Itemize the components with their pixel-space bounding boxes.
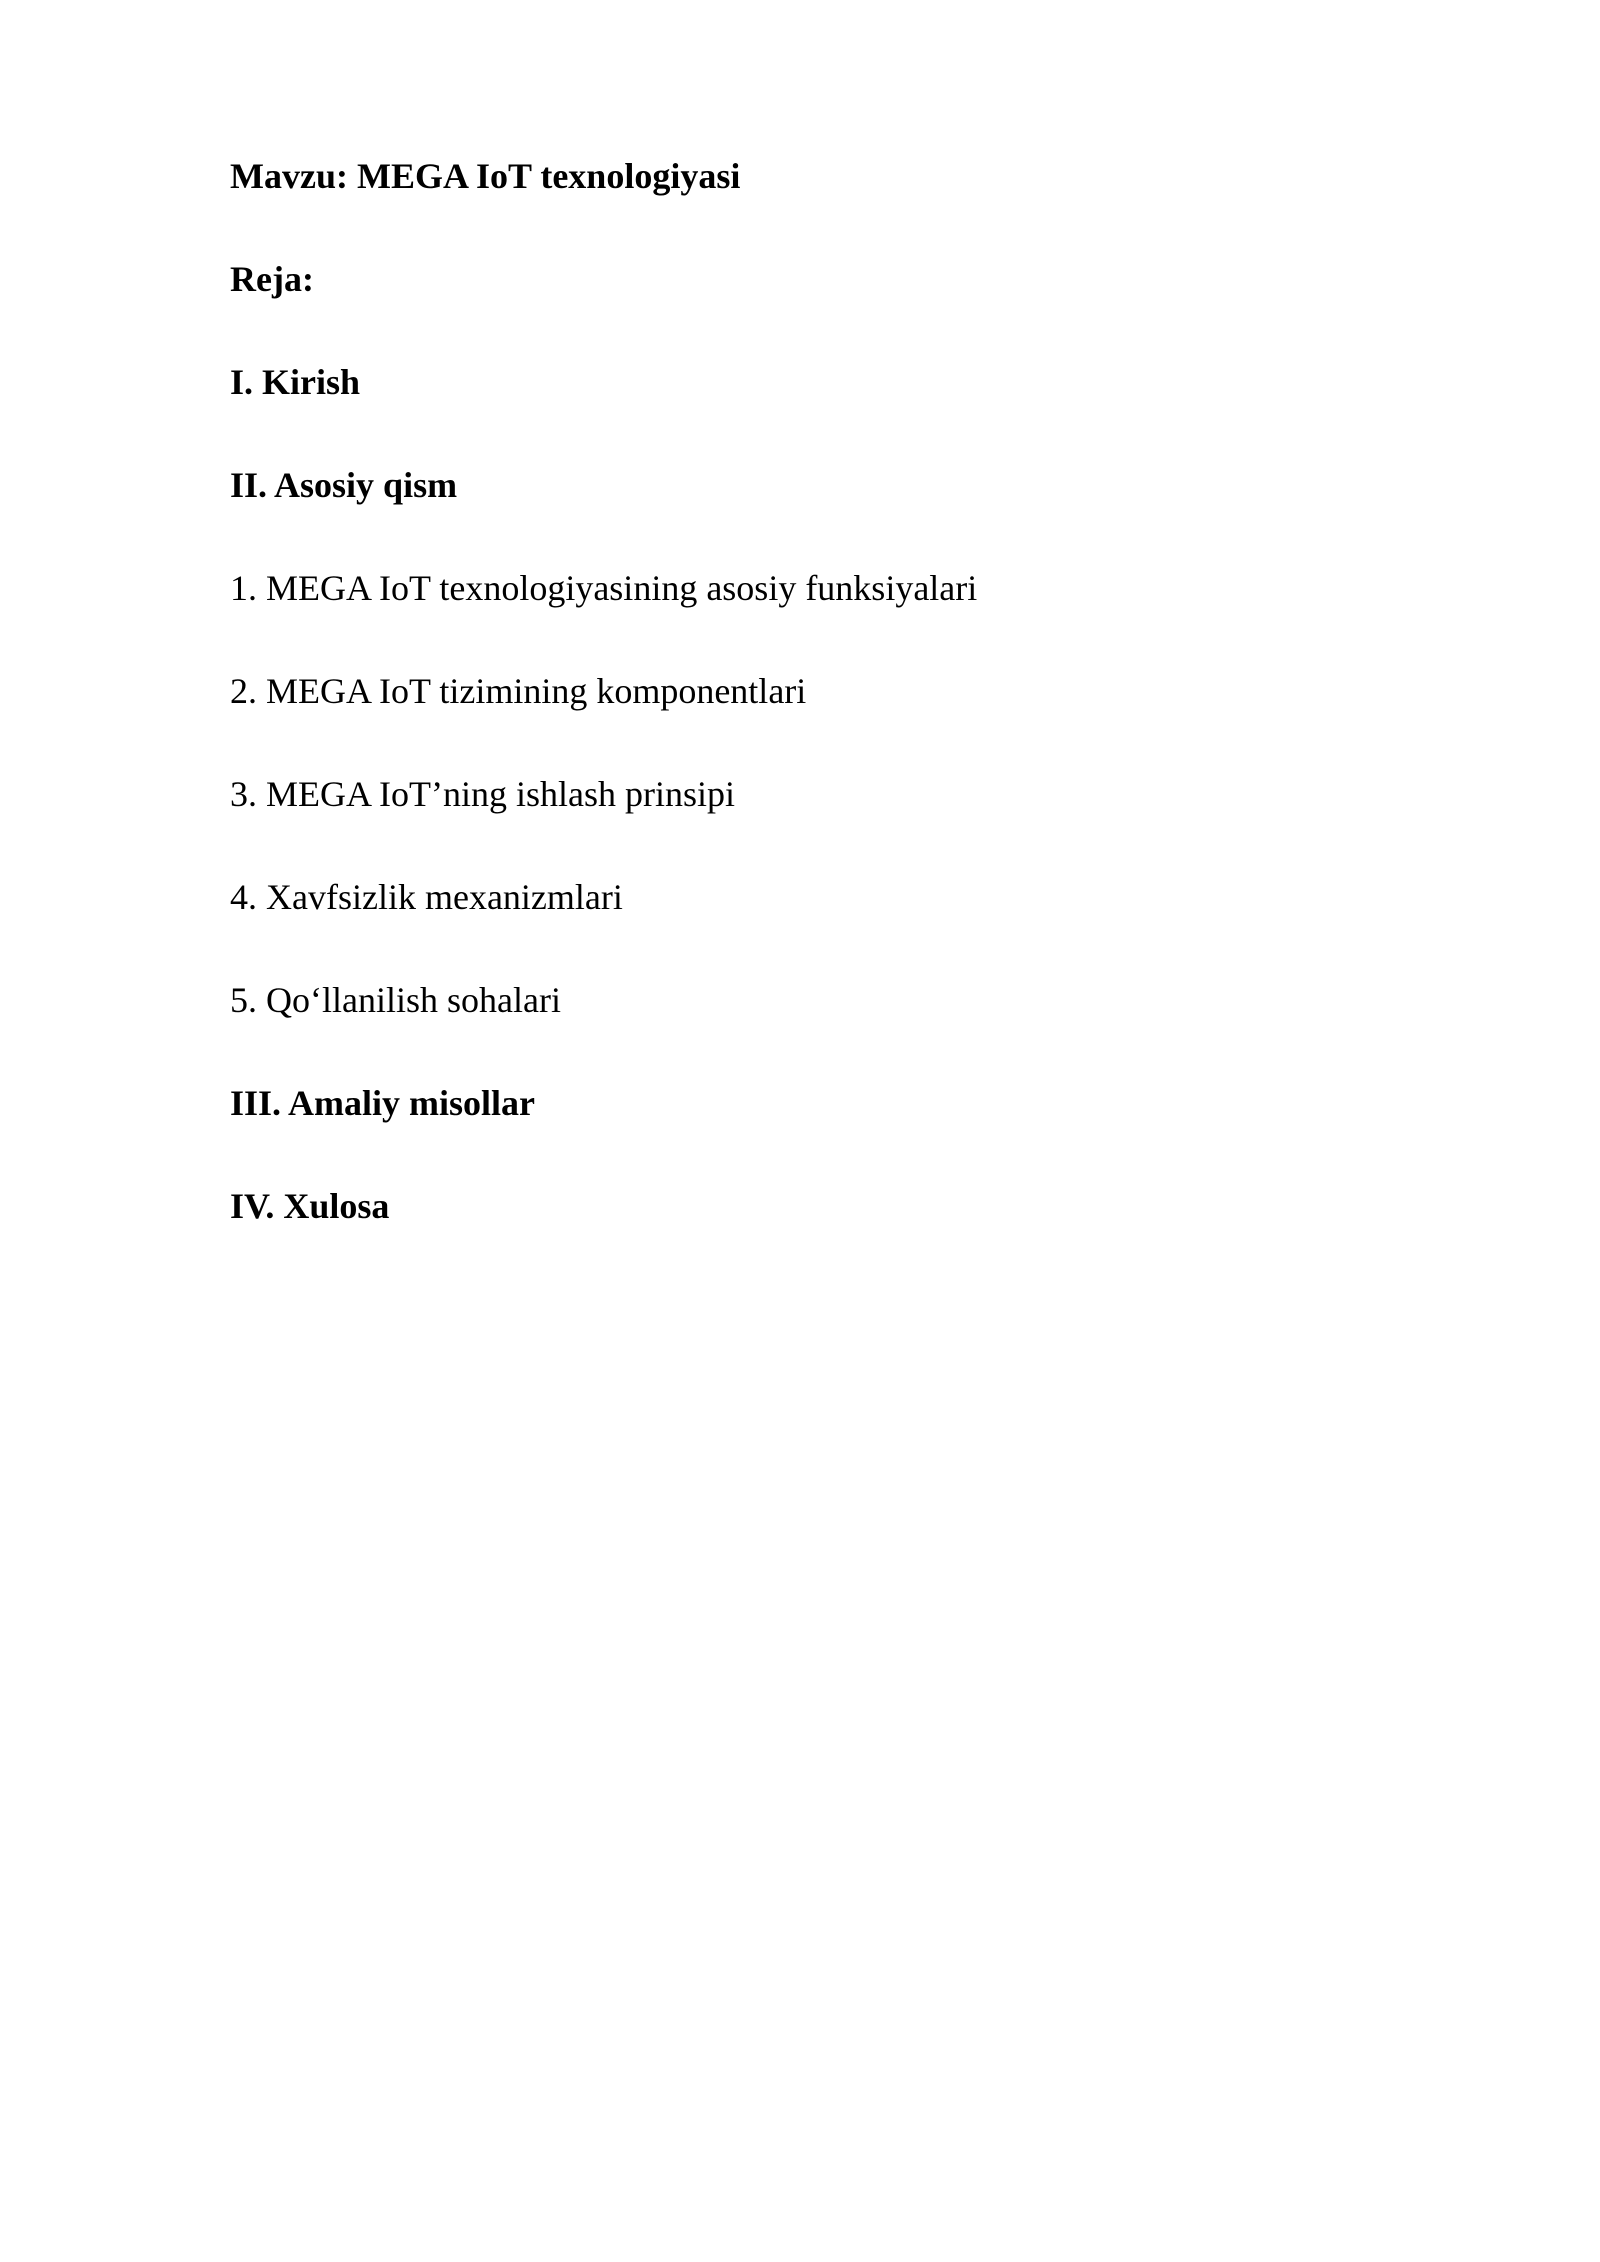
subsection-item: 4. Xavfsizlik mexanizmlari: [230, 877, 623, 917]
section-main-part: II. Asosiy qism: [230, 465, 458, 505]
document-title: Mavzu: MEGA IoT texnologiyasi: [230, 156, 741, 196]
section-introduction: I. Kirish: [230, 362, 361, 402]
section-conclusion: IV. Xulosa: [230, 1186, 390, 1226]
section-practical-examples: III. Amaliy misollar: [230, 1083, 536, 1123]
subsection-item: 2. MEGA IoT tizimining komponentlari: [230, 671, 807, 711]
subsection-item: 3. MEGA IoT’ning ishlash prinsipi: [230, 774, 735, 814]
subsection-item: 1. MEGA IoT texnologiyasining asosiy funksiyalari: [230, 568, 978, 608]
plan-heading: Reja:: [230, 259, 314, 299]
subsection-item: 5. Qo‘llanilish sohalari: [230, 980, 561, 1020]
